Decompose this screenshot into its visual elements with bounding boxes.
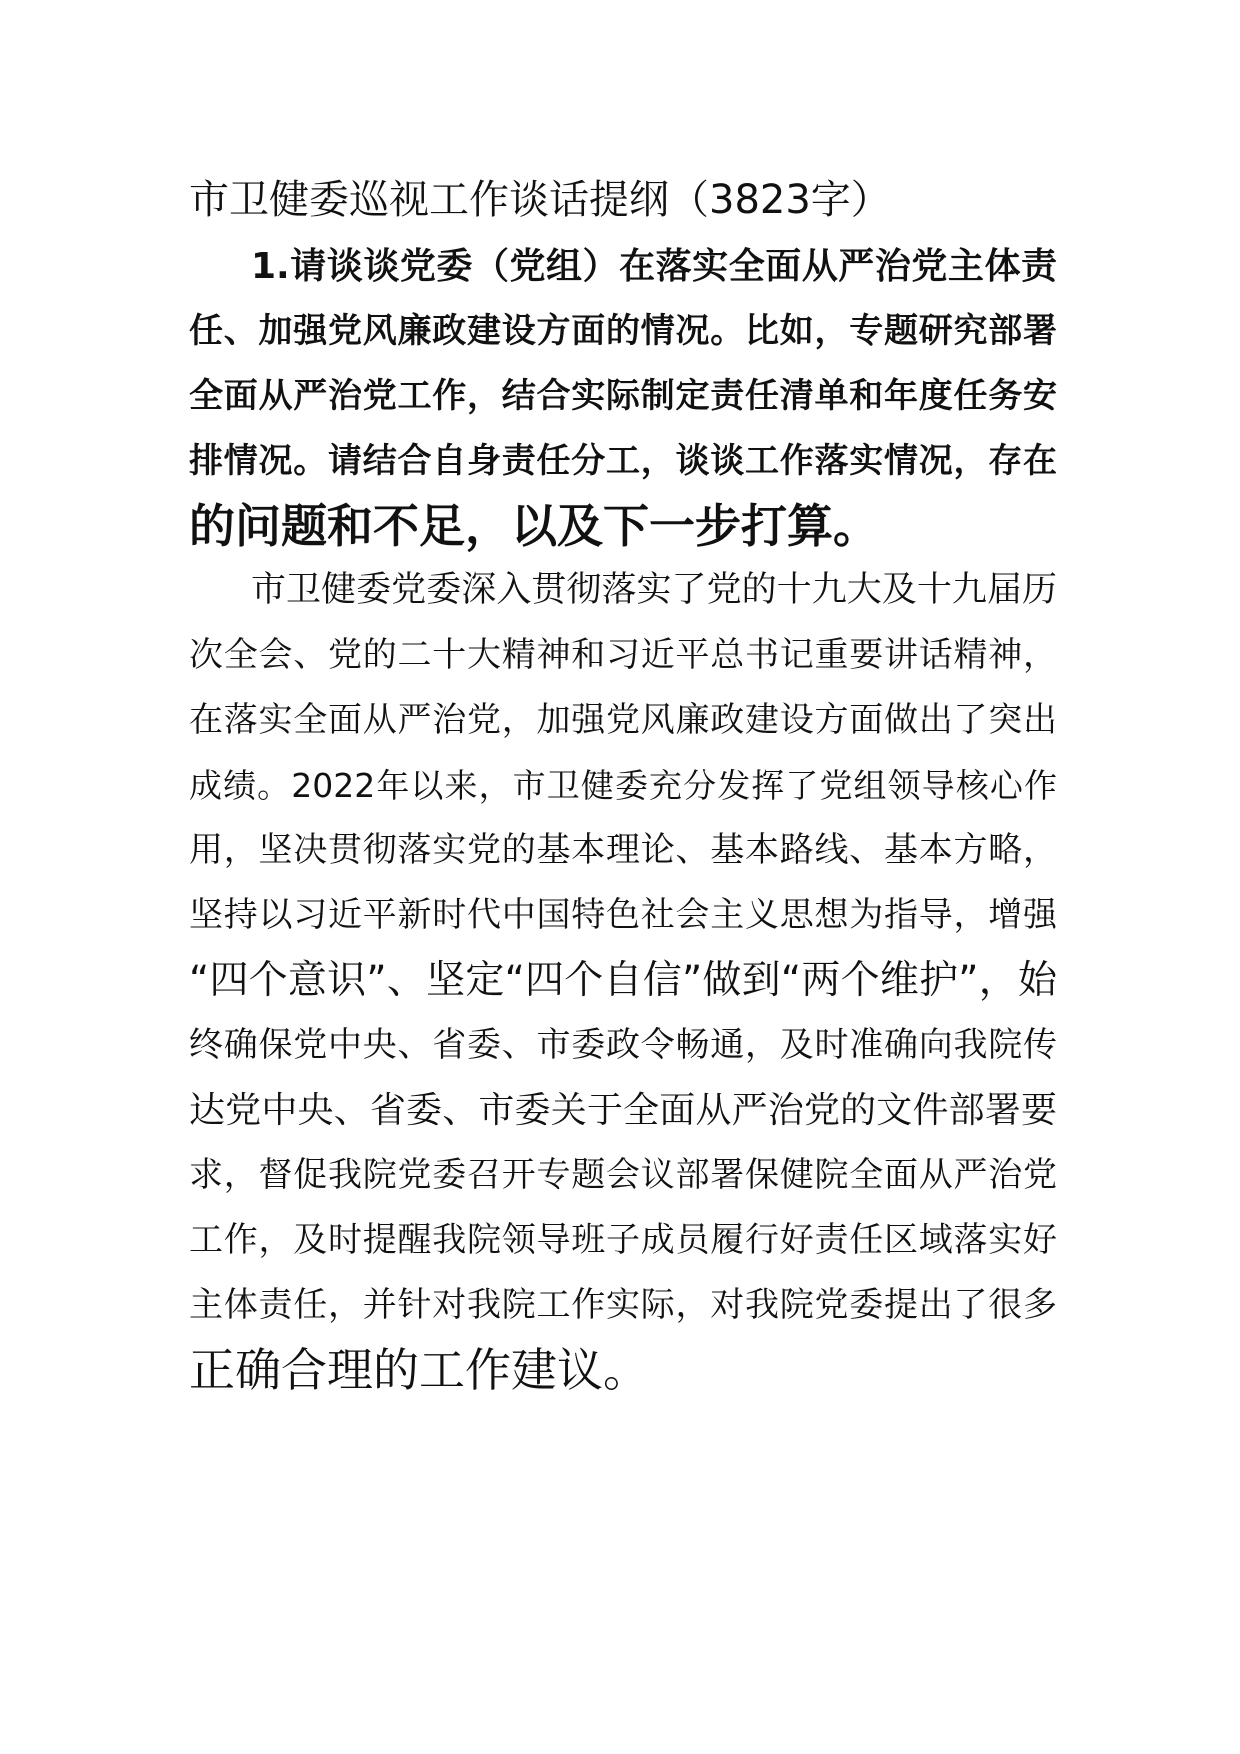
answer-line: 终确保党中央、省委、市委政令畅通，及时准确向我院传	[189, 1025, 1057, 1065]
answer-line: 用，坚决贯彻落实党的基本理论、基本路线、基本方略，	[189, 830, 1057, 870]
answer-line: 主体责任，并针对我院工作实际，对我院党委提出了很多	[189, 1285, 1057, 1325]
answer-line: 在落实全面从严治党，加强党风廉政建设方面做出了突出	[189, 700, 1057, 740]
document-title: 市卫健委巡视工作谈话提纲（3823字）	[189, 177, 891, 223]
question-line: 排情况。请结合自身责任分工，谈谈工作落实情况，存在	[189, 441, 1057, 481]
answer-line: 次全会、党的二十大精神和习近平总书记重要讲话精神，	[189, 635, 1057, 675]
answer-line: 坚持以习近平新时代中国特色社会主义思想为指导，增强	[189, 895, 1057, 935]
answer-line: 求，督促我院党委召开专题会议部署保健院全面从严治党	[189, 1155, 1057, 1195]
question-line: 的问题和不足，以及下一步打算。	[189, 499, 879, 553]
answer-line: 正确合理的工作建议。	[189, 1343, 649, 1397]
question-1	[189, 234, 1057, 559]
answer-line: 工作，及时提醒我院领导班子成员履行好责任区域落实好	[189, 1220, 1057, 1260]
question-line: 任、加强党风廉政建设方面的情况。比如，专题研究部署	[189, 311, 1057, 351]
answer-line: 成绩。2022年以来，市卫健委充分发挥了党组领导核心作	[189, 766, 1057, 805]
answer-paragraph	[189, 558, 1057, 1403]
answer-line: “四个意识”、坚定“四个自信”做到“两个维护”，始	[189, 958, 1057, 1003]
answer-line: 市卫健委党委深入贯彻落实了党的十九大及十九届历	[251, 570, 1057, 610]
question-line: 全面从严治党工作，结合实际制定责任清单和年度任务安	[189, 376, 1057, 416]
answer-line: 达党中央、省委、市委关于全面从严治党的文件部署要	[189, 1090, 1057, 1131]
question-line: 1.请谈谈党委（党组）在落实全面从严治党主体责	[251, 246, 1057, 287]
